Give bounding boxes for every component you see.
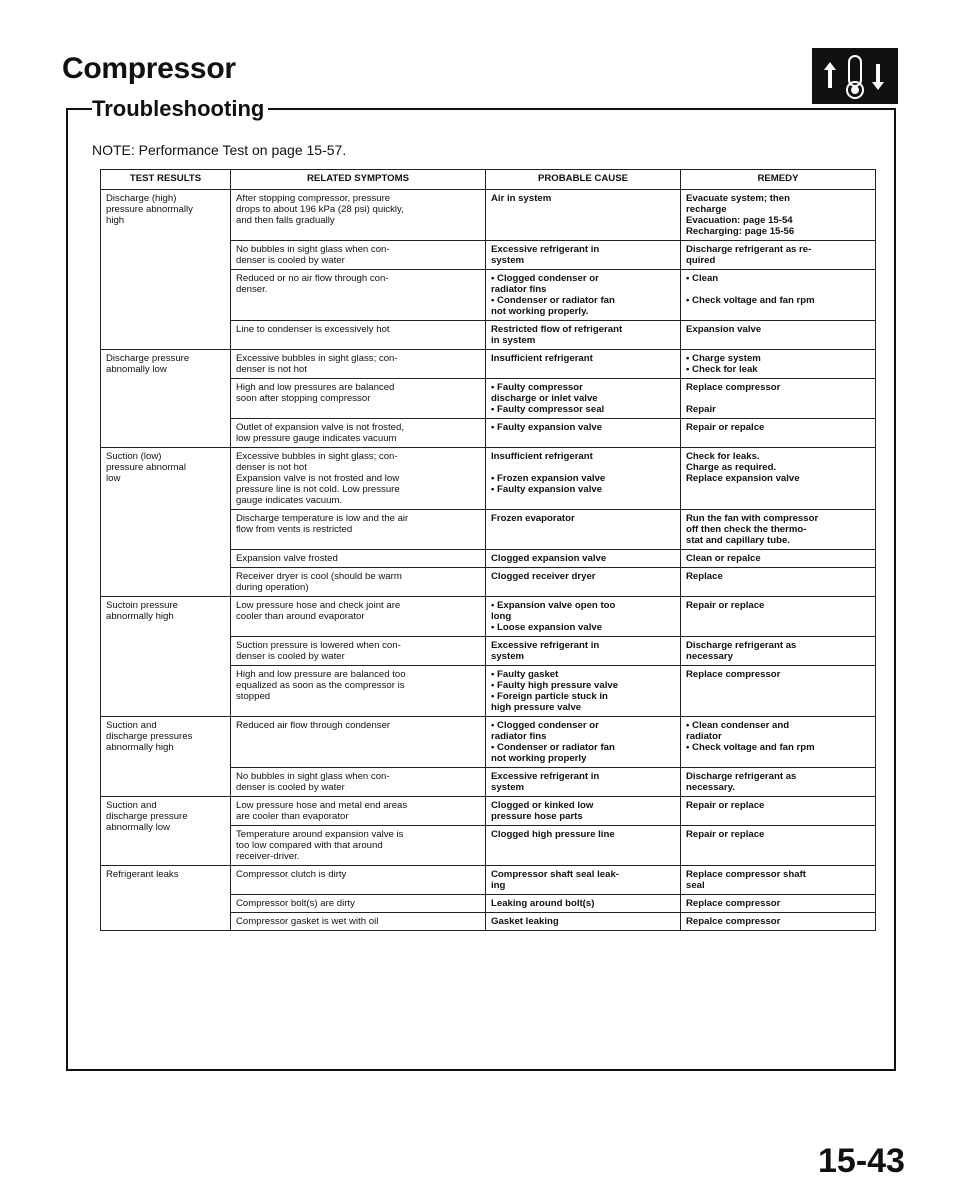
symptom-cell-line: pressure line is not cold. Low pressure bbox=[236, 484, 400, 495]
section-frame-bottom bbox=[66, 1069, 896, 1071]
cause-cell-line: • Foreign particle stuck in bbox=[491, 691, 608, 702]
test-result-cell bbox=[101, 190, 231, 350]
cause-cell-line: Gasket leaking bbox=[491, 916, 559, 927]
cause-cell bbox=[486, 190, 681, 241]
symptom-cell bbox=[231, 895, 486, 913]
remedy-cell bbox=[681, 350, 876, 379]
test-result-cell-line: abnormally high bbox=[106, 742, 174, 753]
symptom-cell-line: and then falls gradually bbox=[236, 215, 335, 226]
ac-temperature-icon bbox=[812, 48, 898, 104]
cause-cell-line: in system bbox=[491, 335, 536, 346]
cause-cell-line: system bbox=[491, 651, 525, 662]
remedy-cell-line: Discharge refrigerant as bbox=[686, 640, 797, 651]
symptom-cell bbox=[231, 350, 486, 379]
symptom-cell-line: Receiver dryer is cool (should be warm bbox=[236, 571, 402, 582]
cause-cell-line: • Loose expansion valve bbox=[491, 622, 603, 633]
cause-cell bbox=[486, 866, 681, 895]
header-related-symptoms: RELATED SYMPTOMS bbox=[231, 170, 486, 190]
cause-cell-line: • Condenser or radiator fan bbox=[491, 295, 615, 306]
test-result-cell bbox=[101, 797, 231, 866]
symptom-cell-line: After stopping compressor, pressure bbox=[236, 193, 391, 204]
table-row bbox=[101, 350, 876, 379]
symptom-cell-line: Excessive bubbles in sight glass; con- bbox=[236, 451, 398, 462]
remedy-cell bbox=[681, 826, 876, 866]
test-result-cell bbox=[101, 597, 231, 717]
test-result-cell bbox=[101, 448, 231, 597]
remedy-cell-line: Discharge refrigerant as re- bbox=[686, 244, 812, 255]
cause-cell bbox=[486, 768, 681, 797]
cause-cell bbox=[486, 379, 681, 419]
remedy-cell bbox=[681, 768, 876, 797]
remedy-cell bbox=[681, 550, 876, 568]
remedy-cell-line: Repalce compressor bbox=[686, 916, 781, 927]
cause-cell bbox=[486, 826, 681, 866]
header-remedy: REMEDY bbox=[681, 170, 876, 190]
section-frame-right bbox=[894, 108, 896, 1070]
cause-cell-line: radiator fins bbox=[491, 731, 547, 742]
test-result-cell-line: pressure abnormal bbox=[106, 462, 186, 473]
section-subtitle: Troubleshooting bbox=[92, 96, 268, 122]
symptom-cell-line: Expansion valve frosted bbox=[236, 553, 338, 564]
remedy-cell-line bbox=[686, 393, 870, 404]
cause-cell bbox=[486, 637, 681, 666]
remedy-cell bbox=[681, 321, 876, 350]
remedy-cell-line: • Check voltage and fan rpm bbox=[686, 295, 815, 306]
remedy-cell bbox=[681, 717, 876, 768]
symptom-cell-line: No bubbles in sight glass when con- bbox=[236, 244, 390, 255]
symptom-cell bbox=[231, 379, 486, 419]
header-probable-cause: PROBABLE CAUSE bbox=[486, 170, 681, 190]
remedy-cell-line: necessary bbox=[686, 651, 733, 662]
symptom-cell-line: Compressor gasket is wet with oil bbox=[236, 916, 379, 927]
remedy-cell-line: • Clean condenser and bbox=[686, 720, 790, 731]
cause-cell-line: system bbox=[491, 255, 525, 266]
symptom-cell bbox=[231, 510, 486, 550]
cause-cell-line: Compressor shaft seal leak- bbox=[491, 869, 619, 880]
remedy-cell bbox=[681, 866, 876, 895]
cause-cell-line: Excessive refrigerant in bbox=[491, 244, 600, 255]
test-result-cell-line: Refrigerant leaks bbox=[106, 869, 179, 880]
symptom-cell-line: soon after stopping compressor bbox=[236, 393, 371, 404]
symptom-cell-line: denser. bbox=[236, 284, 268, 295]
cause-cell bbox=[486, 597, 681, 637]
cause-cell-line: Clogged receiver dryer bbox=[491, 571, 596, 582]
remedy-cell bbox=[681, 241, 876, 270]
test-result-cell-line: pressure abnormally bbox=[106, 204, 193, 215]
cause-cell-line: • Faulty high pressure valve bbox=[491, 680, 619, 691]
remedy-cell-line: Repair bbox=[686, 404, 716, 415]
remedy-cell-line: Repair or replace bbox=[686, 829, 765, 840]
symptom-cell-line: Line to condenser is excessively hot bbox=[236, 324, 390, 335]
cause-cell bbox=[486, 717, 681, 768]
symptom-cell-line: Reduced or no air flow through con- bbox=[236, 273, 389, 284]
table-row bbox=[101, 797, 876, 826]
cause-cell-line: Insufficient refrigerant bbox=[491, 451, 593, 462]
cause-cell bbox=[486, 913, 681, 931]
test-result-cell-line: abnormally high bbox=[106, 611, 174, 622]
test-result-cell-line: high bbox=[106, 215, 125, 226]
cause-cell-line: • Faulty expansion valve bbox=[491, 422, 603, 433]
remedy-cell-line: off then check the thermo- bbox=[686, 524, 807, 535]
symptom-cell-line: cooler than around evaporator bbox=[236, 611, 365, 622]
cause-cell-line: • Clogged condenser or bbox=[491, 720, 599, 731]
cause-cell bbox=[486, 797, 681, 826]
symptom-cell-line: denser is cooled by water bbox=[236, 782, 345, 793]
cause-cell bbox=[486, 666, 681, 717]
cause-cell-line: system bbox=[491, 782, 525, 793]
test-result-cell bbox=[101, 866, 231, 931]
symptom-cell-line: Reduced air flow through condenser bbox=[236, 720, 391, 731]
cause-cell-line: • Frozen expansion valve bbox=[491, 473, 606, 484]
symptom-cell-line: denser is cooled by water bbox=[236, 255, 345, 266]
remedy-cell bbox=[681, 510, 876, 550]
test-result-cell-line: abnormally low bbox=[106, 822, 170, 833]
symptom-cell bbox=[231, 666, 486, 717]
symptom-cell bbox=[231, 913, 486, 931]
cause-cell-line: • Faulty compressor seal bbox=[491, 404, 605, 415]
symptom-cell-line: too low compared with that around bbox=[236, 840, 383, 851]
symptom-cell-line: are cooler than evaporator bbox=[236, 811, 349, 822]
remedy-cell-line: • Check for leak bbox=[686, 364, 758, 375]
remedy-cell-line: Replace bbox=[686, 571, 723, 582]
symptom-cell-line: equalized as soon as the compressor is bbox=[236, 680, 405, 691]
test-result-cell-line: Suction and bbox=[106, 720, 157, 731]
symptom-cell-line: stopped bbox=[236, 691, 271, 702]
cause-cell-line: Clogged or kinked low bbox=[491, 800, 594, 811]
test-result-cell-line: Discharge (high) bbox=[106, 193, 177, 204]
cause-cell-line: radiator fins bbox=[491, 284, 547, 295]
cause-cell-line: Restricted flow of refrigerant bbox=[491, 324, 623, 335]
symptom-cell-line: Low pressure hose and metal end areas bbox=[236, 800, 408, 811]
test-result-cell bbox=[101, 717, 231, 797]
test-result-cell-line: discharge pressure bbox=[106, 811, 188, 822]
symptom-cell bbox=[231, 717, 486, 768]
remedy-cell-line: radiator bbox=[686, 731, 722, 742]
symptom-cell bbox=[231, 270, 486, 321]
cause-cell-line: • Condenser or radiator fan bbox=[491, 742, 615, 753]
symptom-cell-line: High and low pressure are balanced too bbox=[236, 669, 406, 680]
note-text: NOTE: Performance Test on page 15-57. bbox=[92, 142, 347, 158]
remedy-cell bbox=[681, 895, 876, 913]
cause-cell-line: Clogged high pressure line bbox=[491, 829, 615, 840]
remedy-cell bbox=[681, 797, 876, 826]
symptom-cell-line: flow from vents is restricted bbox=[236, 524, 353, 535]
remedy-cell-line: Replace expansion valve bbox=[686, 473, 800, 484]
remedy-cell bbox=[681, 270, 876, 321]
remedy-cell-line: Clean or repalce bbox=[686, 553, 761, 564]
cause-cell-line: • Clogged condenser or bbox=[491, 273, 599, 284]
cause-cell-line: • Faulty expansion valve bbox=[491, 484, 603, 495]
cause-cell-line: ing bbox=[491, 880, 506, 891]
remedy-cell bbox=[681, 190, 876, 241]
remedy-cell-line: Run the fan with compressor bbox=[686, 513, 819, 524]
remedy-cell-line: Replace compressor bbox=[686, 382, 781, 393]
table-body bbox=[101, 190, 876, 931]
symptom-cell bbox=[231, 797, 486, 826]
remedy-cell bbox=[681, 568, 876, 597]
cause-cell-line: • Faulty compressor bbox=[491, 382, 583, 393]
remedy-cell-line: seal bbox=[686, 880, 705, 891]
symptom-cell-line: drops to about 196 kPa (28 psi) quickly, bbox=[236, 204, 404, 215]
cause-cell-line: • Faulty gasket bbox=[491, 669, 559, 680]
symptom-cell bbox=[231, 866, 486, 895]
header-test-results: TEST RESULTS bbox=[101, 170, 231, 190]
symptom-cell-line: Compressor bolt(s) are dirty bbox=[236, 898, 355, 909]
cause-cell bbox=[486, 270, 681, 321]
remedy-cell-line: Evacuation: page 15-54 bbox=[686, 215, 793, 226]
troubleshooting-table-wrapper bbox=[100, 169, 875, 931]
symptom-cell-line: during operation) bbox=[236, 582, 309, 593]
page-title: Compressor bbox=[62, 52, 236, 85]
remedy-cell-line: Recharging: page 15-56 bbox=[686, 226, 795, 237]
remedy-cell bbox=[681, 597, 876, 637]
remedy-cell bbox=[681, 419, 876, 448]
symptom-cell bbox=[231, 448, 486, 510]
test-result-cell-line: abnomally low bbox=[106, 364, 167, 375]
symptom-cell-line: receiver-driver. bbox=[236, 851, 300, 862]
test-result-cell-line: Suction (low) bbox=[106, 451, 162, 462]
cause-cell bbox=[486, 550, 681, 568]
cause-cell-line: long bbox=[491, 611, 512, 622]
cause-cell bbox=[486, 568, 681, 597]
symptom-cell bbox=[231, 826, 486, 866]
symptom-cell bbox=[231, 568, 486, 597]
cause-cell bbox=[486, 241, 681, 270]
cause-cell bbox=[486, 419, 681, 448]
test-result-cell-line: Suction and bbox=[106, 800, 157, 811]
symptom-cell bbox=[231, 419, 486, 448]
remedy-cell-line: Expansion valve bbox=[686, 324, 762, 335]
symptom-cell bbox=[231, 768, 486, 797]
table-row bbox=[101, 190, 876, 241]
symptom-cell-line: low pressure gauge indicates vacuum bbox=[236, 433, 397, 444]
symptom-cell bbox=[231, 241, 486, 270]
remedy-cell-line: Evacuate system; then bbox=[686, 193, 790, 204]
remedy-cell-line: • Clean bbox=[686, 273, 719, 284]
cause-cell bbox=[486, 448, 681, 510]
remedy-cell bbox=[681, 448, 876, 510]
cause-cell-line: Frozen evaporator bbox=[491, 513, 575, 524]
remedy-cell-line: Discharge refrigerant as bbox=[686, 771, 797, 782]
test-result-cell bbox=[101, 350, 231, 448]
cause-cell-line: • Expansion valve open too bbox=[491, 600, 616, 611]
cause-cell-line: not working properly. bbox=[491, 306, 589, 317]
cause-cell-line: Leaking around bolt(s) bbox=[491, 898, 595, 909]
remedy-cell-line: Repair or replace bbox=[686, 800, 765, 811]
remedy-cell bbox=[681, 913, 876, 931]
symptom-cell-line: High and low pressures are balanced bbox=[236, 382, 395, 393]
remedy-cell bbox=[681, 637, 876, 666]
cause-cell-line: not working properly bbox=[491, 753, 587, 764]
symptom-cell bbox=[231, 550, 486, 568]
test-result-cell-line: Suctoin pressure bbox=[106, 600, 178, 611]
remedy-cell-line: stat and capillary tube. bbox=[686, 535, 790, 546]
cause-cell-line: Insufficient refrigerant bbox=[491, 353, 593, 364]
symptom-cell-line: Temperature around expansion valve is bbox=[236, 829, 404, 840]
remedy-cell bbox=[681, 666, 876, 717]
symptom-cell bbox=[231, 321, 486, 350]
remedy-cell-line: • Check voltage and fan rpm bbox=[686, 742, 815, 753]
table-row bbox=[101, 448, 876, 510]
test-result-cell-line: discharge pressures bbox=[106, 731, 193, 742]
cause-cell-line: Excessive refrigerant in bbox=[491, 640, 600, 651]
cause-cell-line: discharge or inlet valve bbox=[491, 393, 598, 404]
symptom-cell-line: Compressor clutch is dirty bbox=[236, 869, 347, 880]
symptom-cell-line: Outlet of expansion valve is not frosted, bbox=[236, 422, 404, 433]
remedy-cell-line: • Charge system bbox=[686, 353, 761, 364]
remedy-cell-line bbox=[686, 284, 870, 295]
cause-cell-line: high pressure valve bbox=[491, 702, 582, 713]
symptom-cell-line: Excessive bubbles in sight glass; con- bbox=[236, 353, 398, 364]
remedy-cell-line: necessary. bbox=[686, 782, 735, 793]
remedy-cell-line: recharge bbox=[686, 204, 727, 215]
symptom-cell-line: gauge indicates vacuum. bbox=[236, 495, 343, 506]
symptom-cell-line: denser is not hot bbox=[236, 462, 307, 473]
symptom-cell-line: Low pressure hose and check joint are bbox=[236, 600, 401, 611]
remedy-cell-line: quired bbox=[686, 255, 716, 266]
cause-cell-line: Air in system bbox=[491, 193, 552, 204]
cause-cell bbox=[486, 321, 681, 350]
troubleshooting-table bbox=[100, 169, 876, 931]
cause-cell-line: Excessive refrigerant in bbox=[491, 771, 600, 782]
symptom-cell-line: Suction pressure is lowered when con- bbox=[236, 640, 401, 651]
symptom-cell-line: No bubbles in sight glass when con- bbox=[236, 771, 390, 782]
test-result-cell-line: Discharge pressure bbox=[106, 353, 190, 364]
remedy-cell-line: Repair or repalce bbox=[686, 422, 765, 433]
symptom-cell bbox=[231, 597, 486, 637]
remedy-cell-line: Replace compressor shaft bbox=[686, 869, 806, 880]
remedy-cell-line: Repair or replace bbox=[686, 600, 765, 611]
remedy-cell-line: Replace compressor bbox=[686, 669, 781, 680]
page-number: 15-43 bbox=[818, 1142, 905, 1180]
cause-cell bbox=[486, 510, 681, 550]
symptom-cell bbox=[231, 637, 486, 666]
table-row bbox=[101, 597, 876, 637]
test-result-cell-line: low bbox=[106, 473, 121, 484]
table-row bbox=[101, 866, 876, 895]
cause-cell bbox=[486, 895, 681, 913]
cause-cell bbox=[486, 350, 681, 379]
symptom-cell-line: Discharge temperature is low and the air bbox=[236, 513, 409, 524]
cause-cell-line: Clogged expansion valve bbox=[491, 553, 607, 564]
symptom-cell bbox=[231, 190, 486, 241]
cause-cell-line bbox=[491, 462, 675, 473]
symptom-cell-line: Expansion valve is not frosted and low bbox=[236, 473, 400, 484]
table-row bbox=[101, 717, 876, 768]
section-frame-left bbox=[66, 108, 68, 1070]
remedy-cell-line: Replace compressor bbox=[686, 898, 781, 909]
symptom-cell-line: denser is not hot bbox=[236, 364, 307, 375]
remedy-cell bbox=[681, 379, 876, 419]
remedy-cell-line: Charge as required. bbox=[686, 462, 777, 473]
symptom-cell-line: denser is cooled by water bbox=[236, 651, 345, 662]
table-header-row bbox=[101, 170, 876, 190]
cause-cell-line: pressure hose parts bbox=[491, 811, 583, 822]
remedy-cell-line: Check for leaks. bbox=[686, 451, 760, 462]
